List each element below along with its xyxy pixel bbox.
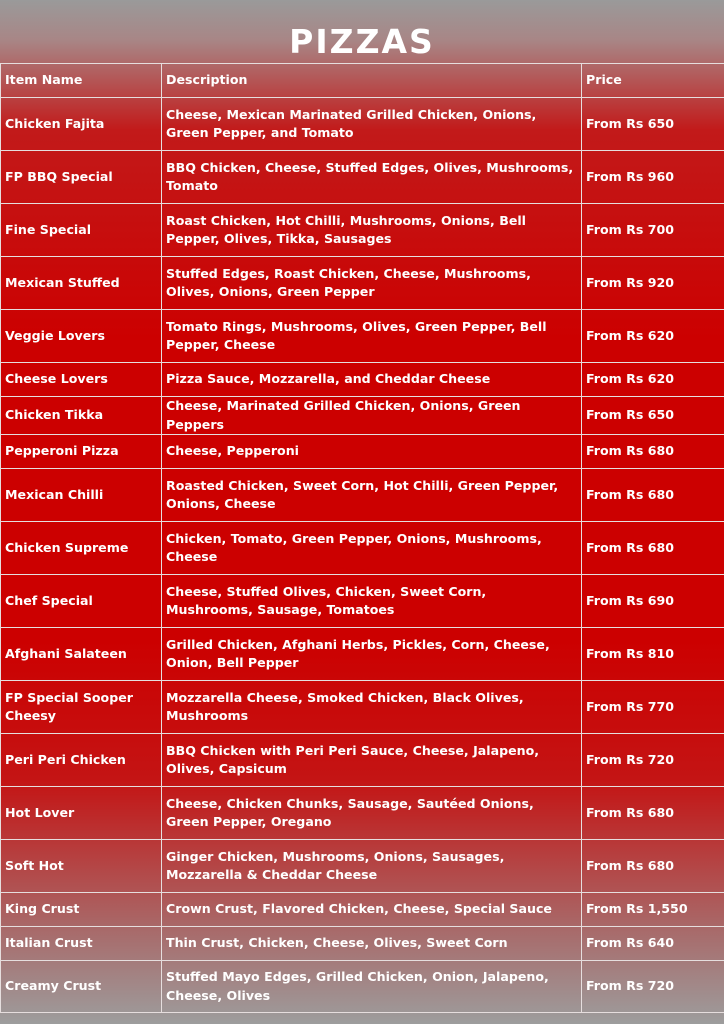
table-row [1, 681, 724, 734]
item-name: Chicken Fajita [1, 98, 162, 151]
item-price: From Rs 1,550 [582, 893, 724, 927]
table-row [1, 522, 724, 575]
table-row [1, 363, 724, 397]
item-description: Cheese, Mexican Marinated Grilled Chicken, Onions, Green Pepper, and Tomato [162, 98, 582, 151]
item-price: From Rs 680 [582, 435, 724, 469]
item-name: Soft Hot [1, 840, 162, 893]
item-price: From Rs 680 [582, 522, 724, 575]
item-description: Cheese, Pepperoni [162, 435, 582, 469]
table-row [1, 840, 724, 893]
item-name: Italian Crust [1, 927, 162, 961]
item-price: From Rs 620 [582, 363, 724, 397]
item-price: From Rs 640 [582, 927, 724, 961]
item-price: From Rs 920 [582, 257, 724, 310]
item-description: Cheese, Marinated Grilled Chicken, Onions, Green Peppers [162, 397, 582, 435]
table-row [1, 628, 724, 681]
item-price: From Rs 720 [582, 961, 724, 1013]
item-price: From Rs 700 [582, 204, 724, 257]
item-name: Chicken Tikka [1, 397, 162, 435]
item-name: Veggie Lovers [1, 310, 162, 363]
item-description: Chicken, Tomato, Green Pepper, Onions, Mushrooms, Cheese [162, 522, 582, 575]
item-description: Stuffed Edges, Roast Chicken, Cheese, Mushrooms, Olives, Onions, Green Pepper [162, 257, 582, 310]
item-price: From Rs 650 [582, 98, 724, 151]
item-price: From Rs 960 [582, 151, 724, 204]
item-price: From Rs 680 [582, 787, 724, 840]
table-row [1, 151, 724, 204]
table-row [1, 204, 724, 257]
item-description: Cheese, Chicken Chunks, Sausage, Sautéed Onions, Green Pepper, Oregano [162, 787, 582, 840]
item-price: From Rs 690 [582, 575, 724, 628]
item-price: From Rs 650 [582, 397, 724, 435]
table-row [1, 435, 724, 469]
table-row [1, 927, 724, 961]
item-price: From Rs 810 [582, 628, 724, 681]
item-name: Mexican Stuffed [1, 257, 162, 310]
item-description: BBQ Chicken with Peri Peri Sauce, Cheese, Jalapeno, Olives, Capsicum [162, 734, 582, 787]
table-row [1, 575, 724, 628]
item-price: From Rs 680 [582, 840, 724, 893]
item-description: Pizza Sauce, Mozzarella, and Cheddar Cheese [162, 363, 582, 397]
item-description: BBQ Chicken, Cheese, Stuffed Edges, Olives, Mushrooms, Tomato [162, 151, 582, 204]
table-row [1, 961, 724, 1013]
item-description: Crown Crust, Flavored Chicken, Cheese, Special Sauce [162, 893, 582, 927]
table-row [1, 257, 724, 310]
item-name: FP Special Sooper Cheesy [1, 681, 162, 734]
table-row [1, 469, 724, 522]
item-description: Stuffed Mayo Edges, Grilled Chicken, Onion, Jalapeno, Cheese, Olives [162, 961, 582, 1013]
item-name: Mexican Chilli [1, 469, 162, 522]
item-name: Peri Peri Chicken [1, 734, 162, 787]
item-description: Roast Chicken, Hot Chilli, Mushrooms, Onions, Bell Pepper, Olives, Tikka, Sausages [162, 204, 582, 257]
item-name: Fine Special [1, 204, 162, 257]
table-row [1, 397, 724, 435]
item-name: King Crust [1, 893, 162, 927]
item-price: From Rs 620 [582, 310, 724, 363]
item-name: Pepperoni Pizza [1, 435, 162, 469]
item-description: Grilled Chicken, Afghani Herbs, Pickles, Corn, Cheese, Onion, Bell Pepper [162, 628, 582, 681]
table-row [1, 98, 724, 151]
item-description: Mozzarella Cheese, Smoked Chicken, Black Olives, Mushrooms [162, 681, 582, 734]
item-description: Roasted Chicken, Sweet Corn, Hot Chilli, Green Pepper, Onions, Cheese [162, 469, 582, 522]
table-row [1, 893, 724, 927]
pizza-menu-table [0, 63, 724, 1013]
item-price: From Rs 770 [582, 681, 724, 734]
header-description: Description [162, 64, 582, 98]
item-name: Chicken Supreme [1, 522, 162, 575]
item-price: From Rs 680 [582, 469, 724, 522]
item-description: Ginger Chicken, Mushrooms, Onions, Sausages, Mozzarella & Cheddar Cheese [162, 840, 582, 893]
item-name: Hot Lover [1, 787, 162, 840]
header-price: Price [582, 64, 724, 98]
item-name: Creamy Crust [1, 961, 162, 1013]
item-name: FP BBQ Special [1, 151, 162, 204]
item-description: Thin Crust, Chicken, Cheese, Olives, Sweet Corn [162, 927, 582, 961]
item-description: Cheese, Stuffed Olives, Chicken, Sweet Corn, Mushrooms, Sausage, Tomatoes [162, 575, 582, 628]
table-row [1, 734, 724, 787]
table-row [1, 787, 724, 840]
page-title: PIZZAS [289, 22, 435, 61]
item-description: Tomato Rings, Mushrooms, Olives, Green Pepper, Bell Pepper, Cheese [162, 310, 582, 363]
item-name: Afghani Salateen [1, 628, 162, 681]
item-name: Chef Special [1, 575, 162, 628]
table-row [1, 310, 724, 363]
table-header-row [1, 64, 724, 98]
header-item-name: Item Name [1, 64, 162, 98]
item-name: Cheese Lovers [1, 363, 162, 397]
item-price: From Rs 720 [582, 734, 724, 787]
